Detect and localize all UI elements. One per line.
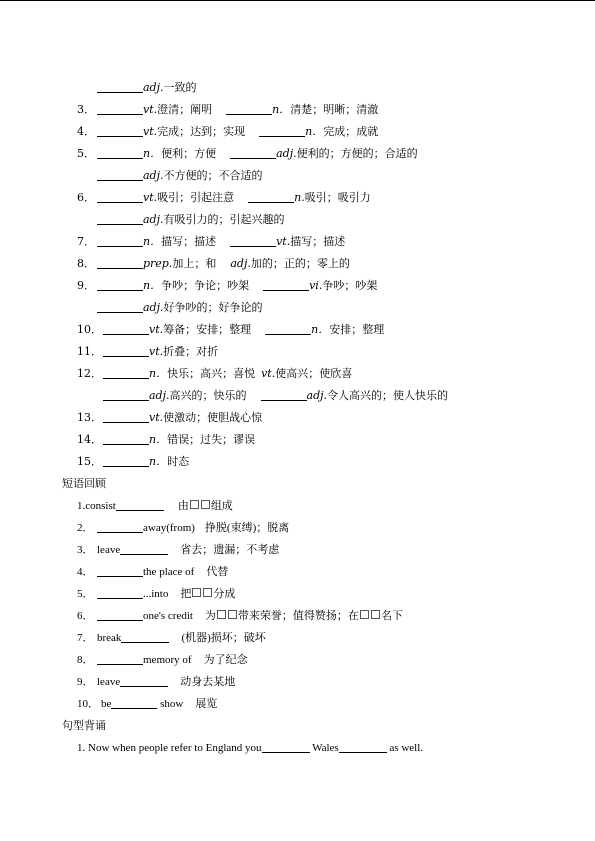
answer-blank[interactable] <box>103 324 149 335</box>
answer-blank[interactable] <box>103 368 149 379</box>
vocab-line <box>77 192 371 203</box>
answer-blank[interactable] <box>103 390 149 401</box>
vocab-line <box>77 302 263 313</box>
meaning: 时态 <box>167 455 190 468</box>
meaning: 安排；整理 <box>329 323 385 336</box>
answer-blank[interactable] <box>120 676 168 687</box>
item-number: 7． <box>77 632 94 644</box>
answer-blank[interactable] <box>121 632 169 643</box>
vocab-line <box>77 258 350 269</box>
meaning: (机器)损坏；破坏 <box>181 632 266 644</box>
placeholder-box <box>203 588 212 597</box>
part-of-speech: vt. <box>143 103 158 116</box>
answer-blank[interactable] <box>97 82 143 93</box>
meaning: 使激动；使胆战心惊 <box>163 411 263 424</box>
part-of-speech: n． <box>311 323 330 336</box>
answer-blank[interactable] <box>259 126 305 137</box>
vocab-line <box>77 170 263 181</box>
meaning: 错误；过失；谬误 <box>167 433 256 446</box>
item-number: 15． <box>77 455 102 468</box>
meaning: 描写；描述 <box>161 235 217 248</box>
phrase-line <box>77 676 235 688</box>
item-number: 6． <box>77 610 94 622</box>
part-of-speech: adj. <box>230 257 251 270</box>
item-number: 6． <box>77 191 95 204</box>
answer-blank[interactable] <box>111 698 157 709</box>
vocab-line <box>77 104 378 115</box>
item-number: 8． <box>77 257 95 270</box>
phrase-line <box>77 654 248 666</box>
sentence-text: Wales <box>312 742 339 754</box>
meaning: 有吸引力的；引起兴趣的 <box>163 213 285 226</box>
part-of-speech: adj. <box>143 301 164 314</box>
part-of-speech: adj. <box>143 81 164 94</box>
meaning: 名下 <box>380 610 403 622</box>
item-number: 5． <box>77 588 94 600</box>
section-heading-phrases: 短语回顾 <box>62 477 106 490</box>
meaning: 折叠；对折 <box>163 345 219 358</box>
vocab-line <box>77 456 189 467</box>
vocab-line <box>77 346 218 357</box>
item-number: 5． <box>77 147 95 160</box>
meaning: 展览 <box>195 698 218 710</box>
phrase-text: leave <box>97 544 121 556</box>
item-number: 3． <box>77 103 95 116</box>
phrase-line <box>77 566 228 578</box>
meaning: 由 <box>177 500 189 512</box>
item-number: 4． <box>77 125 95 138</box>
phrase-text: away(from) <box>143 522 195 534</box>
phrase-text: break <box>97 632 122 644</box>
meaning: 便利的；方便的；合适的 <box>296 147 418 160</box>
meaning: 加的；正的；零上的 <box>250 257 350 270</box>
answer-blank[interactable] <box>263 280 309 291</box>
item-number: 10． <box>77 323 102 336</box>
phrase-text: the place of <box>143 566 195 578</box>
meaning: 完成；达到；实现 <box>157 125 246 138</box>
part-of-speech: vi. <box>309 279 323 292</box>
meaning: 使高兴；使欣喜 <box>275 367 353 380</box>
meaning: 便利；方便 <box>161 147 217 160</box>
meaning: 带来荣誉；值得赞扬；在 <box>237 610 359 622</box>
part-of-speech: vt. <box>143 125 158 138</box>
answer-blank[interactable] <box>226 104 272 115</box>
part-of-speech: n． <box>143 147 162 160</box>
answer-blank[interactable] <box>97 654 143 665</box>
meaning: 争吵；吵架 <box>322 279 378 292</box>
top-rule <box>0 0 595 1</box>
item-number: 11． <box>77 345 102 358</box>
meaning: 把 <box>180 588 192 600</box>
part-of-speech: n． <box>305 125 324 138</box>
phrase-line <box>77 588 235 600</box>
part-of-speech: n. <box>294 191 305 204</box>
item-number: 9． <box>77 676 94 688</box>
part-of-speech: adj. <box>149 389 170 402</box>
answer-blank[interactable] <box>97 522 143 533</box>
phrase-line <box>77 522 289 534</box>
answer-blank[interactable] <box>97 258 143 269</box>
part-of-speech: vt. <box>149 411 164 424</box>
placeholder-box <box>192 588 201 597</box>
answer-blank[interactable] <box>262 742 310 753</box>
meaning: 清楚；明晰；清澈 <box>290 103 379 116</box>
answer-blank[interactable] <box>97 588 143 599</box>
part-of-speech: n． <box>143 279 162 292</box>
item-number: 4． <box>77 566 94 578</box>
sentence-line <box>77 742 423 754</box>
answer-blank[interactable] <box>97 302 143 313</box>
answer-blank[interactable] <box>261 390 307 401</box>
answer-blank[interactable] <box>97 214 143 225</box>
meaning: 澄清；阐明 <box>157 103 213 116</box>
meaning: 快乐；高兴；喜悦 <box>167 367 256 380</box>
phrase-text: be <box>101 698 112 710</box>
vocab-line <box>77 126 378 137</box>
meaning: 组成 <box>210 500 233 512</box>
sentence-text: Now when people refer to England you <box>88 742 262 754</box>
meaning: 吸引；吸引力 <box>304 191 371 204</box>
part-of-speech: n． <box>272 103 291 116</box>
part-of-speech: n． <box>149 433 168 446</box>
item-number: 10． <box>77 698 99 710</box>
answer-blank[interactable] <box>103 346 149 357</box>
vocab-line <box>77 214 285 225</box>
item-number: 12． <box>77 367 102 380</box>
item-number: 3． <box>77 544 94 556</box>
part-of-speech: adj. <box>276 147 297 160</box>
meaning: 动身去某地 <box>180 676 236 688</box>
answer-blank[interactable] <box>97 104 143 115</box>
answer-blank[interactable] <box>265 324 311 335</box>
item-number: 2． <box>77 522 94 534</box>
vocab-line <box>77 324 384 335</box>
meaning: 挣脱(束缚)；脱离 <box>204 522 290 534</box>
answer-blank[interactable] <box>248 192 294 203</box>
phrase-line <box>77 632 266 644</box>
answer-blank[interactable] <box>97 192 143 203</box>
meaning: 筹备；安排；整理 <box>163 323 252 336</box>
meaning: 加上；和 <box>172 257 217 270</box>
phrase-text: one's credit <box>143 610 193 622</box>
meaning: 一致的 <box>163 81 197 94</box>
item-number: 1. <box>77 742 86 754</box>
answer-blank[interactable] <box>103 434 149 445</box>
part-of-speech: vt. <box>149 323 164 336</box>
part-of-speech: n． <box>149 455 168 468</box>
vocab-line <box>77 390 448 401</box>
answer-blank[interactable] <box>97 610 143 621</box>
vocab-line <box>77 148 418 159</box>
vocab-line <box>77 82 197 93</box>
answer-blank[interactable] <box>103 456 149 467</box>
item-number: 14． <box>77 433 102 446</box>
meaning: 代替 <box>206 566 229 578</box>
part-of-speech: n． <box>149 367 168 380</box>
meaning: 完成；成就 <box>323 125 379 138</box>
placeholder-box <box>360 610 369 619</box>
phrase-line <box>77 698 217 710</box>
vocab-line <box>77 280 377 291</box>
meaning: 高兴的；快乐的 <box>169 389 247 402</box>
placeholder-box <box>371 610 380 619</box>
meaning: 不方便的；不合适的 <box>163 169 263 182</box>
meaning: 为 <box>204 610 216 622</box>
phrase-text: leave <box>97 676 121 688</box>
answer-blank[interactable] <box>97 170 143 181</box>
meaning: 为了纪念 <box>203 654 248 666</box>
answer-blank[interactable] <box>97 566 143 577</box>
phrase-line <box>77 544 279 556</box>
answer-blank[interactable] <box>97 280 143 291</box>
item-number: 7． <box>77 235 95 248</box>
phrase-line <box>77 500 233 512</box>
placeholder-box <box>228 610 237 619</box>
part-of-speech: vt. <box>143 191 158 204</box>
placeholder-box <box>201 500 210 509</box>
phrase-text: ...into <box>143 588 169 600</box>
answer-blank[interactable] <box>97 236 143 247</box>
part-of-speech: vt. <box>261 367 276 380</box>
phrase-text: memory of <box>143 654 192 666</box>
meaning: 好争吵的；好争论的 <box>163 301 263 314</box>
meaning: 省去；遗漏；不考虑 <box>180 544 280 556</box>
section-heading-sentences: 句型背诵 <box>62 719 106 732</box>
answer-blank[interactable] <box>116 500 164 511</box>
part-of-speech: vt. <box>276 235 291 248</box>
vocab-line <box>77 412 262 423</box>
sentence-text: as well. <box>389 742 424 754</box>
part-of-speech: n． <box>143 235 162 248</box>
meaning: 吸引；引起注意 <box>157 191 235 204</box>
placeholder-box <box>217 610 226 619</box>
phrase-text: consist <box>85 500 116 512</box>
phrase-text: show <box>157 698 184 710</box>
part-of-speech: adj. <box>306 389 328 402</box>
answer-blank[interactable] <box>103 412 149 423</box>
meaning: 令人高兴的；使人快乐的 <box>327 389 449 402</box>
answer-blank[interactable] <box>230 148 276 159</box>
vocab-line <box>77 368 352 379</box>
item-number: 8． <box>77 654 94 666</box>
item-number: 13． <box>77 411 102 424</box>
part-of-speech: prep. <box>143 257 173 270</box>
answer-blank[interactable] <box>339 742 387 753</box>
answer-blank[interactable] <box>97 148 143 159</box>
answer-blank[interactable] <box>120 544 168 555</box>
meaning: 描写；描述 <box>290 235 346 248</box>
meaning: 分成 <box>213 588 236 600</box>
answer-blank[interactable] <box>230 236 276 247</box>
item-number: 9． <box>77 279 95 292</box>
placeholder-box <box>190 500 199 509</box>
part-of-speech: adj. <box>143 213 164 226</box>
part-of-speech: adj. <box>143 169 164 182</box>
phrase-line <box>77 610 403 622</box>
vocab-line <box>77 434 255 445</box>
answer-blank[interactable] <box>97 126 143 137</box>
item-number: 1. <box>77 500 86 512</box>
part-of-speech: vt. <box>149 345 164 358</box>
vocab-line <box>77 236 345 247</box>
meaning: 争吵；争论；吵架 <box>161 279 250 292</box>
